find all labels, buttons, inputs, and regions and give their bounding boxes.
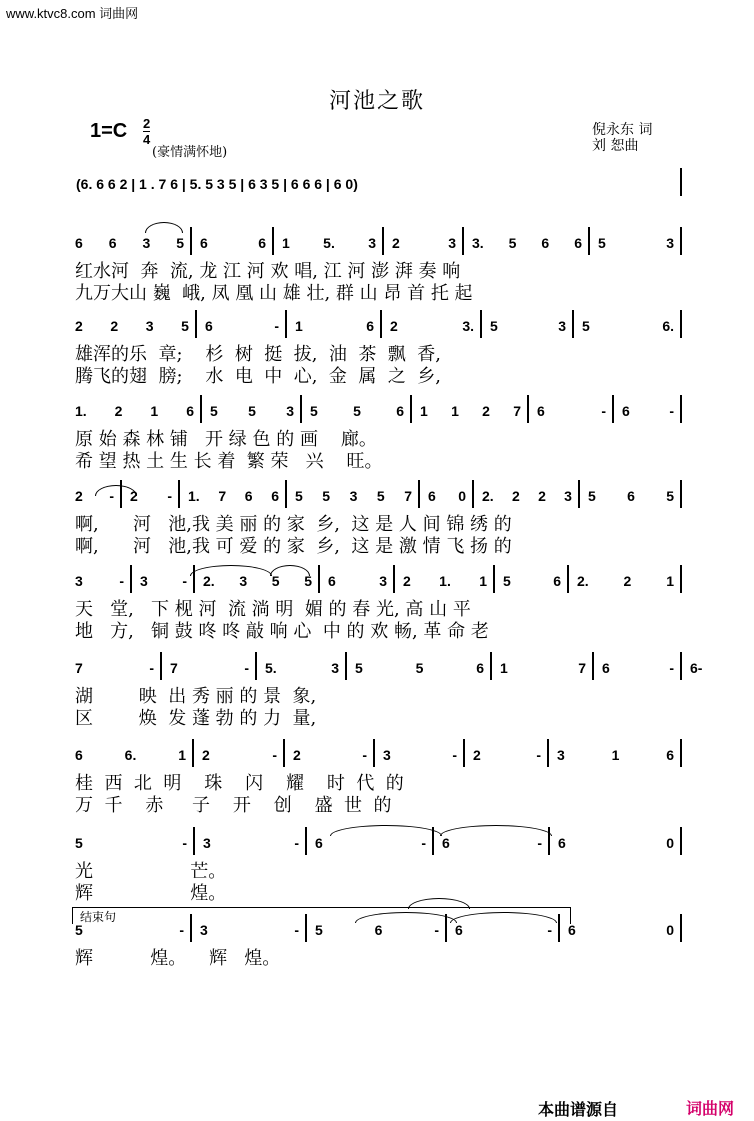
measure-notes	[328, 573, 387, 589]
note-token: 3	[379, 573, 387, 589]
measure-notes	[355, 660, 484, 676]
barline	[578, 480, 580, 508]
note-token: 3.	[462, 318, 474, 334]
barline	[588, 227, 590, 255]
barline	[462, 227, 464, 255]
note-token: 7	[513, 403, 521, 419]
site-watermark: www.ktvc8.com 词曲网	[6, 6, 139, 21]
note-token: -	[244, 660, 249, 676]
note-token: -	[294, 922, 299, 938]
tie-slur	[440, 825, 552, 836]
measure-notes	[568, 922, 674, 938]
note-token: 2	[511, 488, 520, 504]
note-token: 5	[75, 922, 83, 938]
barline	[527, 395, 529, 423]
note-token: -	[362, 747, 367, 763]
barline	[285, 310, 287, 338]
note-token: 6	[205, 318, 213, 334]
lyrics-verse-2: 辉 煌。	[75, 883, 227, 904]
barline	[680, 480, 682, 508]
measure-notes	[140, 573, 187, 589]
note-token: -	[601, 403, 606, 419]
note-token: 6.	[662, 318, 674, 334]
measure-notes	[282, 235, 376, 251]
barline	[680, 827, 682, 855]
measure-notes	[598, 235, 674, 251]
time-signature	[143, 116, 150, 147]
ending-label: 结束句	[80, 910, 117, 924]
measure-notes	[503, 573, 561, 589]
barline	[272, 227, 274, 255]
note-token: 3	[331, 660, 339, 676]
note-token: -	[537, 835, 542, 851]
barline	[300, 395, 302, 423]
note-token: 3	[557, 747, 565, 763]
note-token: -	[669, 403, 674, 419]
note-token: 2	[130, 488, 138, 504]
note-token: 5	[376, 488, 385, 504]
note-token: 2	[482, 403, 490, 419]
barline	[680, 310, 682, 338]
barline	[463, 739, 465, 767]
barline	[373, 739, 375, 767]
intro-notation: (6. 6 6 2 | 1 . 7 6 | 5. 5 3 5 | 6 3 5 | 6 6 6 | 6 0)	[76, 176, 358, 192]
lyrics-verse-1: 红水河 奔 流, 龙 江 河 欢 唱, 江 河 澎 湃 奏 响	[75, 261, 461, 282]
tie-slur	[270, 565, 310, 576]
barline	[680, 395, 682, 423]
note-token: 5	[210, 403, 218, 419]
note-token: 0	[666, 922, 674, 938]
barline	[305, 827, 307, 855]
note-token: 2	[293, 747, 301, 763]
measure-notes	[75, 747, 186, 763]
note-token: 5	[415, 660, 424, 676]
note-token: 3	[145, 318, 154, 334]
measure-notes	[200, 922, 299, 938]
measure-notes	[205, 318, 279, 334]
barline	[193, 827, 195, 855]
note-token: 2	[390, 318, 398, 334]
note-token: 2	[403, 573, 411, 589]
measure-notes	[203, 835, 299, 851]
measure-notes	[482, 488, 572, 504]
tie-slur	[330, 825, 442, 836]
note-token: 5	[295, 488, 303, 504]
measure-notes	[202, 747, 277, 763]
note-token: -	[179, 922, 184, 938]
note-token: 6	[428, 488, 436, 504]
note-token: 6	[455, 922, 463, 938]
note-token: 6	[200, 235, 208, 251]
measure-notes	[588, 488, 674, 504]
measure-notes	[622, 403, 674, 419]
measure-notes	[690, 660, 702, 676]
note-token: 6	[244, 488, 253, 504]
note-token: 2	[110, 318, 119, 334]
note-token: 7	[578, 660, 586, 676]
lyrics-verse-1: 啊, 河 池,我 美 丽 的 家 乡, 这 是 人 间 锦 绣 的	[75, 514, 512, 535]
note-token: 5	[666, 488, 674, 504]
barline	[283, 739, 285, 767]
note-token: -	[547, 922, 552, 938]
measure-notes	[537, 403, 606, 419]
measure-notes	[442, 835, 542, 851]
note-token: 1.	[439, 573, 451, 589]
note-token: 5	[271, 573, 280, 589]
barline	[285, 480, 287, 508]
song-title: 河池之歌	[328, 89, 425, 114]
measure-notes	[472, 235, 582, 251]
note-token: 1	[150, 403, 159, 419]
note-token: 6	[690, 660, 698, 676]
measure-notes	[602, 660, 674, 676]
note-token: 3	[203, 835, 211, 851]
barline	[200, 395, 202, 423]
lyrics-verse-2: 啊, 河 池,我 可 爱 的 家 乡, 这 是 激 情 飞 扬 的	[75, 536, 512, 557]
note-token: 5	[304, 573, 312, 589]
note-token: 3	[200, 922, 208, 938]
note-token: 2.	[203, 573, 215, 589]
note-token: 1.	[75, 403, 87, 419]
time-signature-top: 2	[143, 116, 151, 131]
lyrics-verse-1: 光 芒。	[75, 861, 227, 882]
barline	[680, 565, 682, 593]
barline	[130, 565, 132, 593]
footer-brand-logo[interactable]: 词曲网	[686, 1101, 735, 1118]
note-token: 5	[322, 488, 331, 504]
note-token: 6	[602, 660, 610, 676]
note-token: 2	[392, 235, 400, 251]
note-token: -	[149, 660, 154, 676]
note-token: 7	[170, 660, 178, 676]
note-token: 6	[258, 235, 266, 251]
note-token: -	[434, 922, 439, 938]
note-token: 1	[282, 235, 290, 251]
measure-notes	[170, 660, 249, 676]
note-token: 2	[538, 488, 546, 504]
note-token: 2.	[577, 573, 589, 589]
note-token: 1	[611, 747, 620, 763]
note-token: 6	[627, 488, 635, 504]
note-token: 5	[353, 403, 361, 419]
tie-slur	[145, 222, 183, 233]
note-token: 3	[666, 235, 674, 251]
barline	[195, 310, 197, 338]
barline	[680, 168, 682, 196]
lyrics-verse-1: 辉 煌。 辉 煌。	[75, 948, 281, 969]
measure-notes	[392, 235, 456, 251]
measure-notes	[490, 318, 566, 334]
measure-notes	[557, 747, 674, 763]
note-token: 3.	[472, 235, 484, 251]
barline	[192, 739, 194, 767]
note-token: 5	[598, 235, 606, 251]
note-token: 7	[75, 660, 83, 676]
lyrics-verse-2: 腾飞的翅 膀; 水 电 中 心, 金 属 之 乡,	[75, 366, 441, 387]
measure-notes	[577, 573, 674, 589]
note-token: -	[119, 573, 124, 589]
note-token: 1	[479, 573, 487, 589]
measure-notes	[403, 573, 487, 589]
note-token: 6	[537, 403, 545, 419]
note-token: -	[669, 660, 674, 676]
barline	[480, 310, 482, 338]
lyrics-verse-2: 九万大山 巍 峨, 凤 凰 山 雄 壮, 群 山 昂 首 托 起	[75, 283, 473, 304]
note-token: 5	[176, 235, 184, 251]
measure-notes	[75, 318, 189, 334]
note-token: 2	[75, 318, 83, 334]
measure-notes	[558, 835, 674, 851]
barline	[178, 480, 180, 508]
measure-notes	[265, 660, 339, 676]
measure-notes	[390, 318, 474, 334]
note-token: 5.	[265, 660, 277, 676]
note-token: 0	[666, 835, 674, 851]
measure-notes	[295, 488, 412, 504]
note-token: -	[452, 747, 457, 763]
barline	[680, 227, 682, 255]
note-token: 1	[178, 747, 186, 763]
note-token: 1	[451, 403, 459, 419]
note-token: 5	[503, 573, 511, 589]
note-token: 6	[374, 922, 383, 938]
measure-notes	[582, 318, 674, 334]
barline	[592, 652, 594, 680]
footer-source-text: 本曲谱源自	[538, 1102, 619, 1119]
measure-notes	[420, 403, 521, 419]
measure-notes	[295, 318, 374, 334]
barline	[472, 480, 474, 508]
barline	[382, 227, 384, 255]
note-token: 2	[473, 747, 481, 763]
note-token: 0	[458, 488, 466, 504]
barline	[410, 395, 412, 423]
barline	[393, 565, 395, 593]
measure-notes	[210, 403, 294, 419]
note-token: -	[536, 747, 541, 763]
note-token: 3	[558, 318, 566, 334]
note-token: 6.	[124, 747, 137, 763]
note-token: -	[182, 835, 187, 851]
tie-slur	[190, 565, 272, 576]
note-token: -	[272, 747, 277, 763]
measure-notes	[473, 747, 541, 763]
barline	[190, 227, 192, 255]
note-token: 6	[558, 835, 566, 851]
measure-notes	[188, 488, 279, 504]
note-token: 2	[75, 488, 83, 504]
measure-notes	[75, 573, 124, 589]
note-token: 5	[490, 318, 498, 334]
lyrics-verse-1: 原 始 森 林 铺 开 绿 色 的 画 廊。	[75, 429, 377, 450]
note-token: 3	[368, 235, 376, 251]
note-token: 5	[75, 835, 83, 851]
lyrics-verse-1: 雄浑的乐 章; 杉 树 挺 拔, 油 茶 飘 香,	[75, 344, 441, 365]
barline	[680, 914, 682, 942]
note-token: -	[182, 573, 187, 589]
barline	[160, 652, 162, 680]
barline	[612, 395, 614, 423]
note-token: 2	[114, 403, 123, 419]
barline	[572, 310, 574, 338]
note-token: -	[274, 318, 279, 334]
measure-notes	[293, 747, 367, 763]
note-token: 3	[239, 573, 248, 589]
barline	[567, 565, 569, 593]
barline	[493, 565, 495, 593]
barline	[345, 652, 347, 680]
note-token: 6	[396, 403, 404, 419]
note-token: 2	[202, 747, 210, 763]
lyrics-verse-2: 地 方, 铜 鼓 咚 咚 敲 响 心 中 的 欢 畅, 革 命 老	[75, 621, 489, 642]
note-token: 3	[75, 573, 83, 589]
barline	[318, 565, 320, 593]
barline	[418, 480, 420, 508]
note-token: -	[167, 488, 172, 504]
note-token: 6	[622, 403, 630, 419]
note-token: 1	[666, 573, 674, 589]
note-token: 1	[295, 318, 303, 334]
note-token: 1.	[188, 488, 200, 504]
note-token: 5	[315, 922, 323, 938]
lyrics-verse-1: 天 堂, 下 枧 河 流 淌 明 媚 的 春 光, 高 山 平	[75, 599, 471, 620]
note-token: 6	[75, 747, 83, 763]
key-signature: 1=C	[90, 120, 128, 142]
barline	[255, 652, 257, 680]
measure-notes	[75, 835, 187, 851]
note-token: 5	[310, 403, 318, 419]
note-token: 2.	[482, 488, 494, 504]
note-token: -	[421, 835, 426, 851]
note-token: 6	[315, 835, 323, 851]
note-token: 5.	[323, 235, 335, 251]
barline	[380, 310, 382, 338]
note-token: 6	[553, 573, 561, 589]
barline	[193, 565, 195, 593]
note-token: 6	[186, 403, 194, 419]
note-token: 5	[588, 488, 596, 504]
note-token: 5	[355, 660, 363, 676]
note-token: 3	[383, 747, 391, 763]
note-token: 6	[271, 488, 279, 504]
measure-notes	[200, 235, 266, 251]
composer-credit: 刘 恕曲	[592, 138, 639, 154]
note-token: 3	[448, 235, 456, 251]
note-token: 3	[564, 488, 572, 504]
measure-notes	[383, 747, 457, 763]
note-token: -	[294, 835, 299, 851]
note-token: 6	[442, 835, 450, 851]
note-token: 1	[420, 403, 428, 419]
ending-bracket	[72, 907, 571, 924]
lyrics-verse-1: 湖 映 出 秀 丽 的 景 象,	[75, 686, 317, 707]
barline	[680, 739, 682, 767]
measure-notes	[75, 403, 194, 419]
note-token: 6	[476, 660, 484, 676]
note-token: 6	[568, 922, 576, 938]
lyricist-credit: 倪永东 词	[592, 122, 653, 138]
note-token: -	[697, 660, 703, 676]
note-token: 7	[404, 488, 412, 504]
tempo-marking: (豪情满怀地)	[152, 145, 228, 160]
note-token: 5	[508, 235, 517, 251]
note-token: 6	[541, 235, 550, 251]
barline	[680, 652, 682, 680]
lyrics-verse-1: 桂 西 北 明 珠 闪 耀 时 代 的	[75, 773, 404, 794]
measure-notes	[455, 922, 552, 938]
lyrics-verse-2: 万 千 赤 子 开 创 盛 世 的	[75, 795, 392, 816]
measure-notes	[75, 235, 184, 251]
measure-notes	[500, 660, 586, 676]
lyrics-verse-2: 希 望 热 土 生 长 着 繁 荣 兴 旺。	[75, 451, 383, 472]
note-token: 3	[286, 403, 294, 419]
note-token: 3	[142, 235, 151, 251]
measure-notes	[130, 488, 172, 504]
note-token: 6	[108, 235, 117, 251]
barline	[547, 739, 549, 767]
note-token: 3	[349, 488, 358, 504]
measure-notes	[315, 922, 439, 938]
note-token: 6	[366, 318, 374, 334]
note-token: 7	[218, 488, 227, 504]
note-token: 6	[328, 573, 336, 589]
note-token: 6	[75, 235, 83, 251]
note-token: 5	[582, 318, 590, 334]
tie-slur	[95, 485, 137, 496]
time-signature-bottom: 4	[143, 132, 151, 147]
measure-notes	[315, 835, 426, 851]
measure-notes	[75, 660, 154, 676]
measure-notes	[310, 403, 404, 419]
note-token: 5	[181, 318, 189, 334]
note-token: -	[109, 488, 114, 504]
barline	[490, 652, 492, 680]
note-token: 2	[623, 573, 632, 589]
note-token: 6	[574, 235, 582, 251]
note-token: 6	[666, 747, 674, 763]
measure-notes	[428, 488, 466, 504]
note-token: 5	[248, 403, 256, 419]
lyrics-verse-2: 区 焕 发 蓬 勃 的 力 量,	[75, 708, 317, 729]
note-token: 3	[140, 573, 148, 589]
note-token: 1	[500, 660, 508, 676]
